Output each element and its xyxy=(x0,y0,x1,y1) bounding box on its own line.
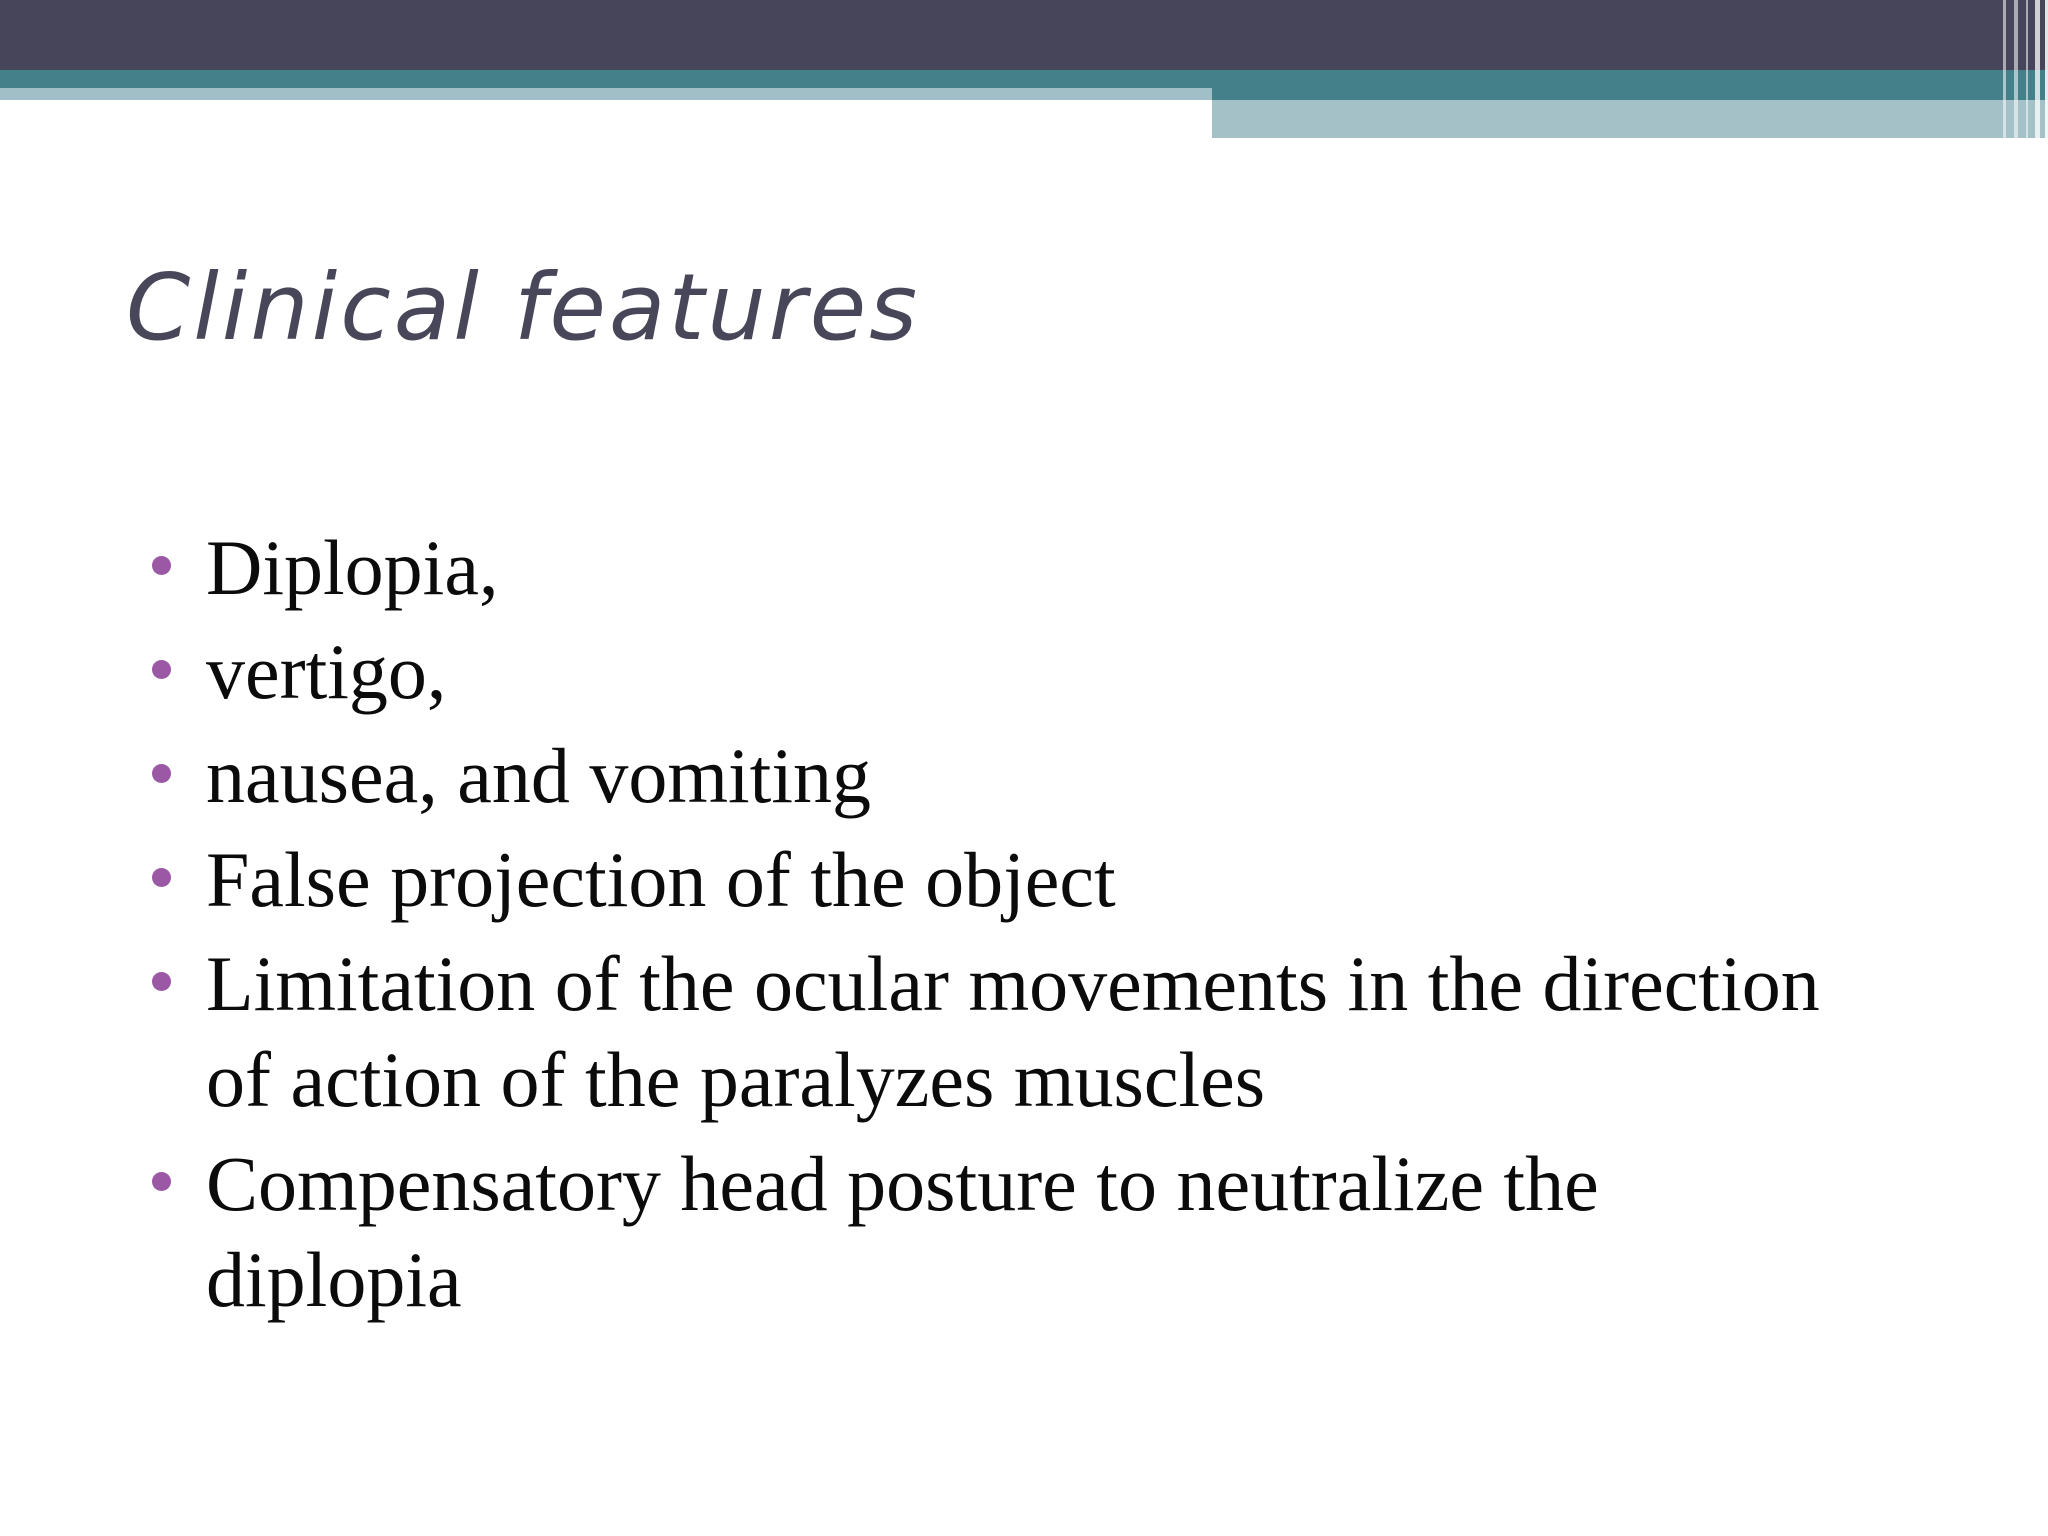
header-teal-bar xyxy=(0,70,2048,88)
header-teal-block-right xyxy=(1212,88,2048,100)
bullet-list xyxy=(146,520,1846,1336)
bullet-text: vertigo, xyxy=(206,628,447,715)
bullet-text: False projection of the object xyxy=(206,836,1116,923)
bullet-item xyxy=(146,728,1846,824)
bullet-item xyxy=(146,832,1846,928)
bullet-dot-icon xyxy=(152,556,171,575)
bullet-text: nausea, and vomiting xyxy=(206,732,872,819)
bullet-dot-icon xyxy=(152,868,171,887)
bullet-dot-icon xyxy=(152,972,171,991)
header-light-teal-block-right xyxy=(1212,100,2048,138)
bullet-text: Diplopia, xyxy=(206,524,499,611)
bullet-item xyxy=(146,936,1846,1128)
bullet-text: Limitation of the ocular movements in the direction of action of the paralyzes muscles xyxy=(206,940,1820,1123)
bullet-dot-icon xyxy=(152,1172,171,1191)
bullet-dot-icon xyxy=(152,764,171,783)
header-dark-bar xyxy=(0,0,2048,70)
bullet-item xyxy=(146,520,1846,616)
slide-title: Clinical features xyxy=(126,254,921,361)
bullet-text: Compensatory head posture to neutralize the diplopia xyxy=(206,1140,1599,1323)
header-edge-lines xyxy=(1984,0,2048,138)
bullet-item xyxy=(146,624,1846,720)
bullet-dot-icon xyxy=(152,660,171,679)
header-light-teal-strip-left xyxy=(0,88,1212,100)
bullet-item xyxy=(146,1136,1846,1328)
